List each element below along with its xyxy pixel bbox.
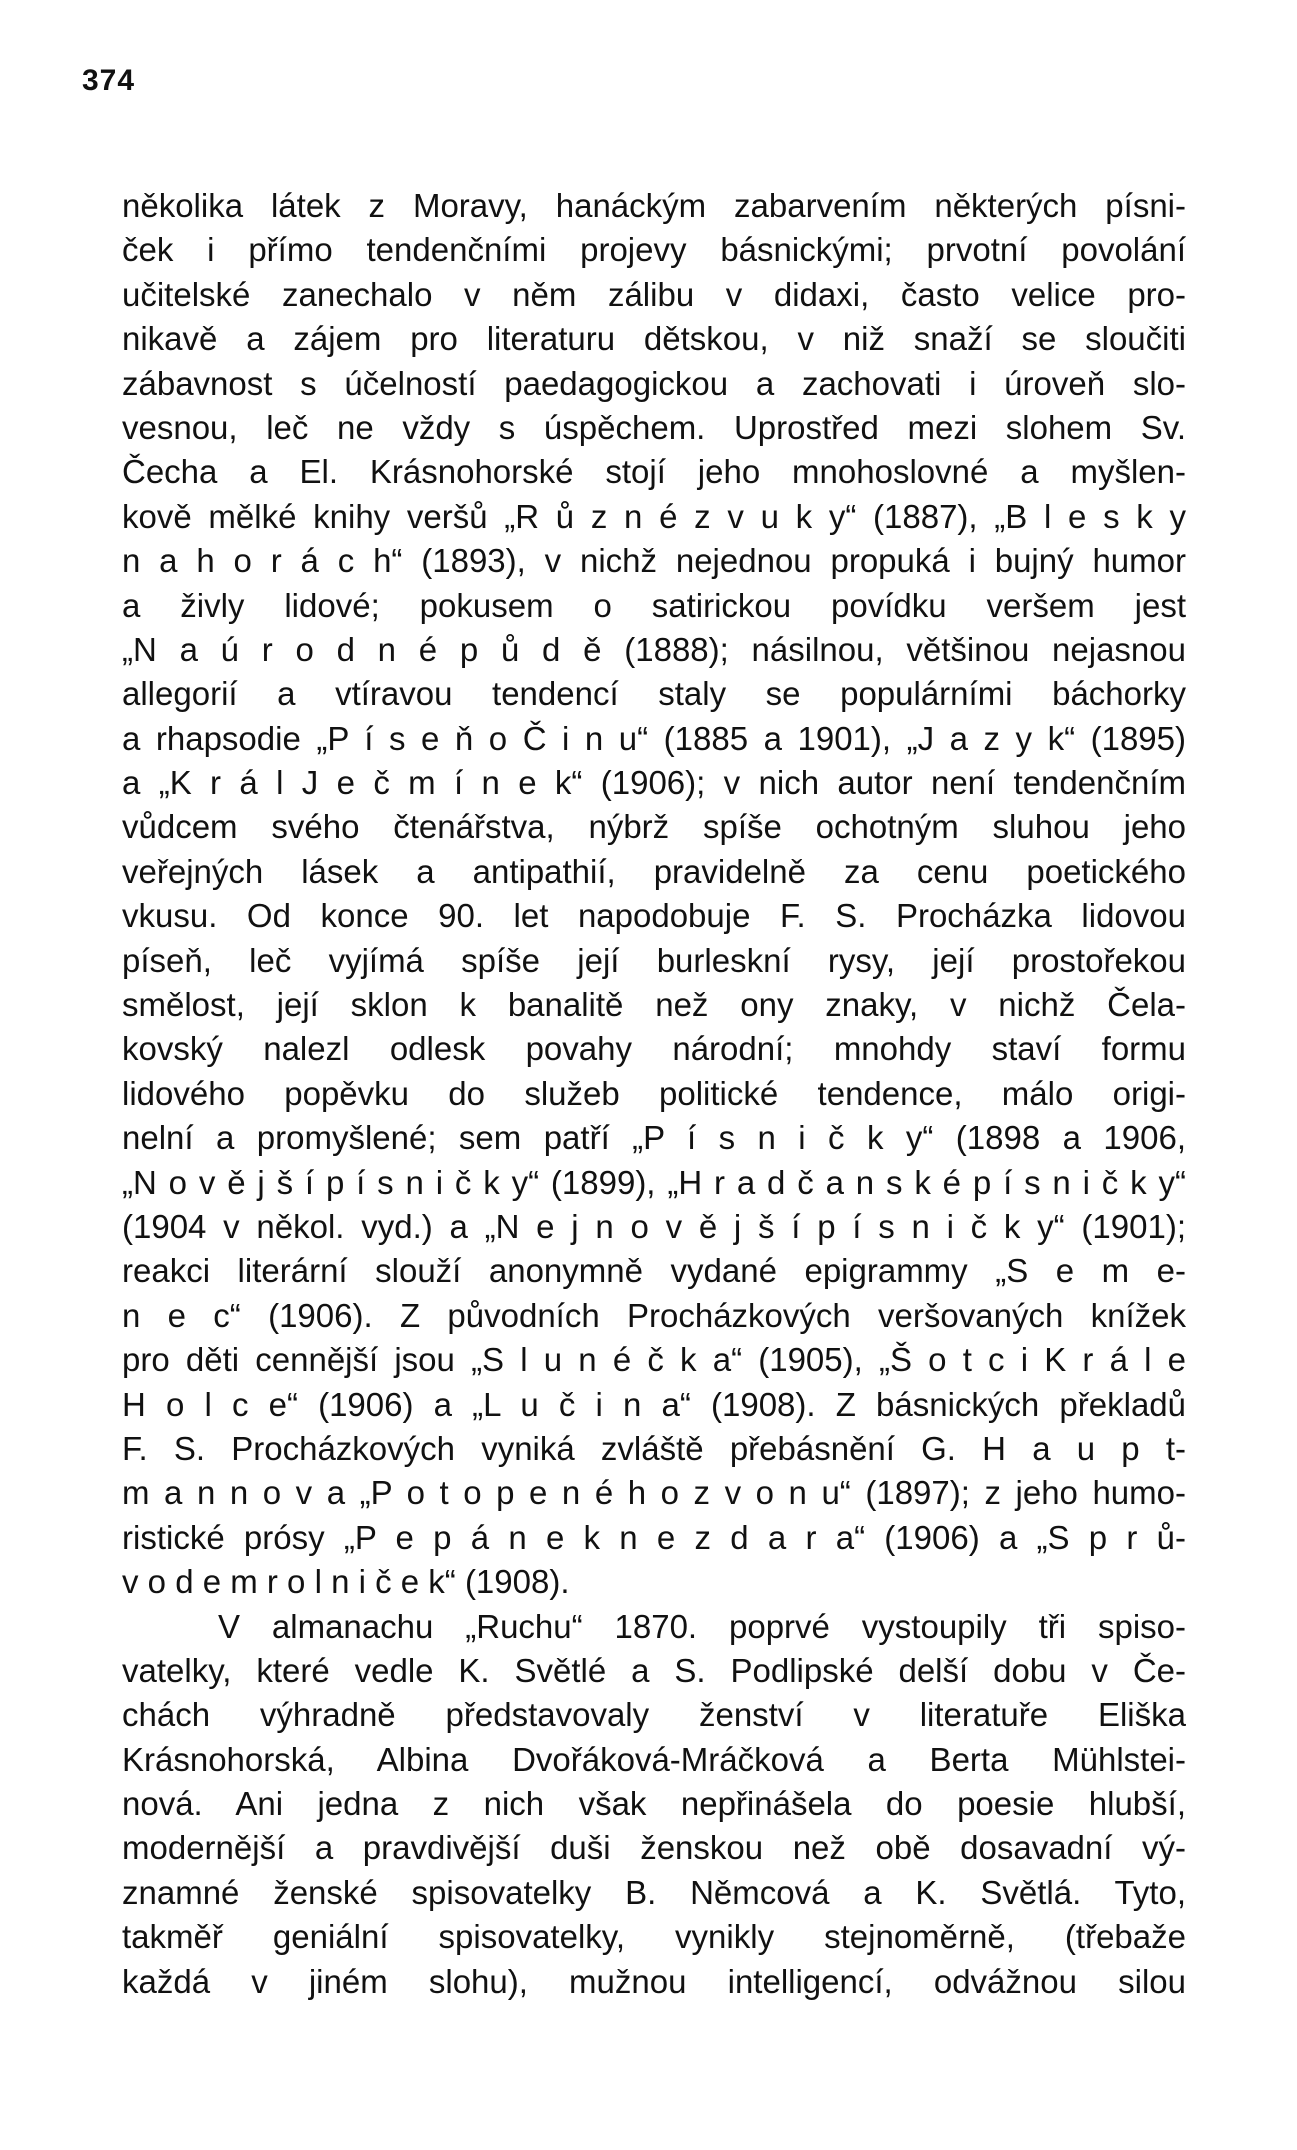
text-line: H o l c e“ (1906) a „L u č i n a“ (1908). Z básnických překladů [122, 1385, 1186, 1423]
text-line: Krásnohorská, Albina Dvořáková-Mráčková a Berta Mühlstei- [122, 1740, 1186, 1778]
text-line: n e c“ (1906). Z původních Procházkových veršovaných knížek [122, 1296, 1186, 1334]
text-line: učitelské zanechalo v něm zálibu v didaxi, často velice pro- [122, 275, 1186, 313]
text-line: několika látek z Moravy, hanáckým zabarvením některých písni- [122, 187, 1186, 224]
text-line: n a h o r á c h“ (1893), v nichž nejednou propuká i bujný humor [122, 542, 1186, 580]
text-line: pro děti cennější jsou „S l u n é č k a“ (1905), „Š o t c i K r á l e [122, 1341, 1186, 1379]
text-line: ček i přímo tendenčními projevy básnickými; prvotní povolání [122, 231, 1186, 269]
text-line: píseň, leč vyjímá spíše její burleskní rysy, její prostořekou [122, 941, 1186, 979]
text-line: znamné ženské spisovatelky B. Němcová a K. Světlá. Tyto, [122, 1873, 1186, 1911]
text-line: ristické prósy „P e p á n e k n e z d a r a“ (1906) a „S p r ů- [122, 1518, 1186, 1556]
body-text [122, 184, 1186, 2004]
text-line: v o d e m r o l n i č e k“ (1908). [122, 1563, 570, 1601]
text-line: nelní a promyšlené; sem patří „P í s n i č k y“ (1898 a 1906, [122, 1119, 1186, 1157]
text-line: kově mělké knihy veršů „R ů z n é z v u k y“ (1887), „B l e s k y [122, 497, 1186, 535]
text-line: F. S. Procházkových vyniká zvláště přebásnění G. H a u p t- [122, 1429, 1186, 1467]
text-line: zábavnost s účelností paedagogickou a zachovati i úroveň slo- [122, 364, 1186, 402]
text-line: m a n n o v a „P o t o p e n é h o z v o n u“ (1897); z jeho humo- [122, 1474, 1186, 1512]
text-line: lidového popěvku do služeb politické tendence, málo origi- [122, 1074, 1186, 1112]
text-line: „N a ú r o d n é p ů d ě (1888); násilnou, většinou nejasnou [122, 630, 1186, 668]
text-line: a „K r á l J e č m í n e k“ (1906); v nich autor není tendenčním [122, 764, 1186, 802]
text-line: modernější a pravdivější duši ženskou než obě dosavadní vý- [122, 1829, 1186, 1867]
text-line: Čecha a El. Krásnohorské stojí jeho mnohoslovné a myšlen- [122, 453, 1186, 491]
text-line: a rhapsodie „P í s e ň o Č i n u“ (1885 a 1901), „J a z y k“ (1895) [122, 719, 1186, 757]
page-number: 374 [82, 64, 136, 97]
text-line: kovský nalezl odlesk povahy národní; mnohdy staví formu [122, 1030, 1186, 1068]
text-line: veřejných lásek a antipathií, pravidelně za cenu poetického [122, 852, 1186, 890]
text-line: „N o v ě j š í p í s n i č k y“ (1899), „H r a d č a n s k é p í s n i č k y“ [122, 1163, 1186, 1201]
text-line: nikavě a zájem pro literaturu dětskou, v niž snaží se sloučiti [122, 320, 1186, 358]
text-line: nová. Ani jedna z nich však nepřinášela do poesie hlubší, [122, 1785, 1186, 1823]
text-line: vůdcem svého čtenářstva, nýbrž spíše ochotným sluhou jeho [122, 808, 1186, 846]
text-line: takměř geniální spisovatelky, vynikly stejnoměrně, (třebaže [122, 1918, 1186, 1956]
text-line: vatelky, které vedle K. Světlé a S. Podlipské delší dobu v Če- [122, 1651, 1186, 1689]
text-line: a živly lidové; pokusem o satirickou povídku veršem jest [122, 586, 1186, 624]
text-line: V almanachu „Ruchu“ 1870. poprvé vystoupily tři spiso- [218, 1607, 1186, 1645]
text-line: (1904 v někol. vyd.) a „N e j n o v ě j š í p í s n i č k y“ (1901); [122, 1207, 1186, 1245]
text-line: smělost, její sklon k banalitě než ony znaky, v nichž Čela- [122, 986, 1186, 1024]
text-line: chách výhradně představovaly ženství v literatuře Eliška [122, 1696, 1186, 1734]
text-line: vesnou, leč ne vždy s úspěchem. Uprostřed mezi slohem Sv. [122, 408, 1186, 446]
text-line: vkusu. Od konce 90. let napodobuje F. S. Procházka lidovou [122, 897, 1186, 935]
text-line: allegorií a vtíravou tendencí staly se populárními báchorky [122, 675, 1186, 713]
text-line: každá v jiném slohu), mužnou intelligencí, odvážnou silou [122, 1962, 1186, 2000]
text-line: reakci literární slouží anonymně vydané epigrammy „S e m e- [122, 1252, 1186, 1290]
